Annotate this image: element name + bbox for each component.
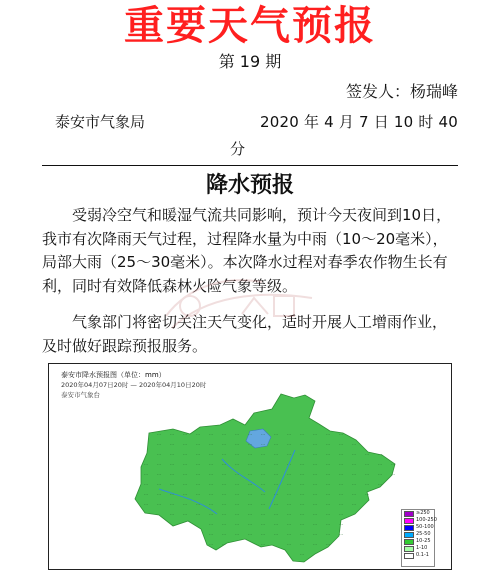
map-grid-mark: ··· [300,492,304,497]
map-grid-mark: ··· [274,532,278,537]
map-grid-mark: ··· [352,502,356,507]
map-grid-mark: ··· [274,492,278,497]
map-grid-mark: ··· [300,512,304,517]
map-time-range: 2020年04月07日20时 — 2020年04月10日20时 [61,381,207,389]
map-grid-mark: ··· [170,482,174,487]
map-grid-mark: ··· [300,452,304,457]
map-grid-mark: ··· [222,462,226,467]
map-grid-mark: ··· [339,532,343,537]
map-grid-mark: ··· [196,512,200,517]
map-grid-mark: ··· [235,482,239,487]
map-title: 泰安市降水预报图（单位：mm） [61,371,166,379]
map-grid-mark: ··· [209,542,213,547]
map-grid-mark: ··· [261,512,265,517]
map-grid-mark: ··· [144,472,148,477]
map-grid-mark: ··· [183,462,187,467]
legend-swatch [404,539,414,545]
map-grid-mark: ··· [261,492,265,497]
issue-datetime-continued: 分 [230,140,246,158]
legend-swatch [404,532,414,538]
precipitation-map-card [48,363,452,570]
signer-line: 签发人：杨瑞峰 [345,82,458,101]
map-grid-mark: ··· [339,502,343,507]
map-grid-mark: ··· [222,532,226,537]
map-grid-mark: ··· [157,442,161,447]
map-grid-mark: ··· [170,432,174,437]
map-grid-mark: ··· [339,472,343,477]
legend-swatch [404,525,414,531]
legend-label: 25-50 [416,531,431,537]
map-grid-mark: ··· [183,442,187,447]
map-grid-mark: ··· [391,462,395,467]
map-grid-mark: ··· [339,462,343,467]
map-grid-mark: ··· [248,522,252,527]
map-grid-mark: ··· [209,522,213,527]
map-grid-mark: ··· [261,522,265,527]
map-grid-mark: ··· [365,472,369,477]
map-grid-mark: ··· [287,502,291,507]
map-grid-mark: ··· [248,492,252,497]
map-grid-mark: ··· [248,482,252,487]
map-producer: 泰安市气象台 [61,391,100,399]
map-grid-mark: ··· [326,482,330,487]
map-grid-mark: ··· [222,452,226,457]
map-grid-mark: ··· [274,472,278,477]
issue-datetime: 2020 年 4 月 7 日 10 时 40 [260,113,458,131]
map-grid-mark: ··· [209,462,213,467]
map-grid-mark: ··· [222,482,226,487]
map-grid-mark: ··· [222,432,226,437]
map-grid-mark: ··· [209,502,213,507]
map-grid-mark: ··· [170,472,174,477]
map-grid-mark: ··· [313,442,317,447]
legend-row [402,552,434,559]
map-grid-mark: ··· [339,442,343,447]
map-grid-mark: ··· [235,492,239,497]
legend-row [402,531,434,538]
map-grid-mark: ··· [326,502,330,507]
map-grid-mark: ··· [313,522,317,527]
map-grid-mark: ··· [274,522,278,527]
map-grid-mark: ··· [183,472,187,477]
map-grid-mark: ··· [339,432,343,437]
legend-label: 0.1-1 [416,552,429,558]
legend-label: 10-25 [416,538,431,544]
map-grid-mark: ··· [274,452,278,457]
map-grid-mark: ··· [300,442,304,447]
map-grid-mark: ··· [378,472,382,477]
map-grid-mark: ··· [235,502,239,507]
map-grid-mark: ··· [235,532,239,537]
legend-label: 1-10 [416,545,428,551]
legend-swatch [404,511,414,517]
map-grid-mark: ··· [157,502,161,507]
map-grid-mark: ··· [248,512,252,517]
map-grid-mark: ··· [248,442,252,447]
map-grid-mark: ··· [313,492,317,497]
map-grid-mark: ··· [326,472,330,477]
map-grid-mark: ··· [274,442,278,447]
map-grid-mark: ··· [391,472,395,477]
map-grid-mark: ··· [339,522,343,527]
map-grid-mark: ··· [287,452,291,457]
map-grid-mark: ··· [300,472,304,477]
map-grid-mark: ··· [313,432,317,437]
map-grid-mark: ··· [222,522,226,527]
map-grid-mark: ··· [261,442,265,447]
map-grid-mark: ··· [196,432,200,437]
map-grid-mark: ··· [313,472,317,477]
map-grid-mark: ··· [144,502,148,507]
map-grid-mark: ··· [209,452,213,457]
map-grid-mark: ··· [170,442,174,447]
legend-swatch [404,546,414,552]
map-grid-mark: ··· [313,532,317,537]
map-grid-mark: ··· [170,492,174,497]
map-grid-mark: ··· [352,492,356,497]
map-grid-mark: ··· [235,462,239,467]
map-grid-mark: ··· [157,462,161,467]
map-grid-mark: ··· [300,482,304,487]
map-grid-mark: ··· [261,502,265,507]
legend-swatch [404,518,414,524]
section-title: 降水预报 [205,173,294,198]
map-grid-mark: ··· [300,522,304,527]
map-grid-mark: ··· [339,452,343,457]
map-grid-mark: ··· [274,482,278,487]
map-grid-mark: ··· [261,542,265,547]
map-grid-mark: ··· [235,472,239,477]
map-grid-mark: ··· [157,482,161,487]
map-grid-mark: ··· [274,502,278,507]
map-grid-mark: ··· [144,462,148,467]
map-grid-mark: ··· [300,552,304,557]
map-grid-mark: ··· [261,452,265,457]
map-grid-mark: ··· [326,432,330,437]
map-grid-mark: ··· [261,472,265,477]
map-grid-mark: ··· [209,512,213,517]
issuing-org: 泰安市气象局 [55,113,146,131]
legend-row [402,545,434,552]
service-paragraph: 气象部门将密切关注天气变化，适时开展人工增雨作业，及时做好跟踪预报服务。 [42,313,448,355]
map-grid-mark: ··· [209,432,213,437]
map-grid-mark: ··· [300,532,304,537]
map-land-shape [135,394,395,562]
legend-label: 50-100 [416,524,434,530]
map-grid-mark: ··· [378,452,382,457]
map-grid-mark: ··· [339,512,343,517]
map-grid-mark: ··· [326,522,330,527]
map-grid-mark: ··· [365,492,369,497]
map-grid-mark: ··· [170,452,174,457]
map-grid-mark: ··· [261,432,265,437]
map-grid-mark: ··· [287,522,291,527]
legend-row [402,524,434,531]
map-grid-mark: ··· [183,492,187,497]
map-grid-mark: ··· [352,442,356,447]
map-grid-mark: ··· [157,492,161,497]
map-grid-mark: ··· [313,542,317,547]
map-grid-mark: ··· [144,482,148,487]
map-grid-mark: ··· [157,432,161,437]
map-grid-mark: ··· [183,452,187,457]
map-grid-mark: ··· [196,492,200,497]
report-title: 重要天气预报 [124,3,376,49]
map-grid-mark: ··· [287,442,291,447]
map-grid-mark: ··· [326,512,330,517]
map-grid-mark: ··· [352,472,356,477]
map-grid-mark: ··· [235,522,239,527]
map-grid-mark: ··· [170,512,174,517]
map-grid-mark: ··· [339,482,343,487]
map-grid-mark: ··· [352,462,356,467]
map-grid-mark: ··· [326,462,330,467]
map-grid-mark: ··· [287,472,291,477]
map-grid-mark: ··· [157,452,161,457]
map-grid-mark: ··· [157,472,161,477]
map-grid-mark: ··· [235,452,239,457]
map-grid-mark: ··· [183,502,187,507]
map-grid-mark: ··· [196,472,200,477]
map-grid-mark: ··· [287,542,291,547]
map-grid-mark: ··· [287,482,291,487]
map-grid-mark: ··· [196,452,200,457]
map-grid-mark: ··· [300,542,304,547]
map-grid-mark: ··· [248,472,252,477]
map-grid-mark: ··· [183,432,187,437]
issue-number: 第 19 期 [218,52,282,71]
header-divider [42,165,458,166]
map-grid-mark: ··· [287,492,291,497]
forecast-paragraph: 受弱冷空气和暖湿气流共同影响，预计今天夜间到10日，我市有次降雨天气过程，过程降水量为中雨（10～20毫米），局部大雨（25～30毫米）。本次降水过程对春季农作物生长有利，同时有效降低森林火险气象等级。 [42,206,452,295]
map-grid-mark: ··· [144,492,148,497]
map-grid-mark: ··· [313,462,317,467]
map-grid-mark: ··· [326,532,330,537]
map-grid-mark: ··· [222,472,226,477]
precipitation-map [49,364,452,570]
map-grid-mark: ··· [196,502,200,507]
map-grid-mark: ··· [300,432,304,437]
map-grid-mark: ··· [235,512,239,517]
map-grid-mark: ··· [300,462,304,467]
map-grid-mark: ··· [209,482,213,487]
map-grid-mark: ··· [261,462,265,467]
map-grid-mark: ··· [196,442,200,447]
map-grid-mark: ··· [378,462,382,467]
map-grid-mark: ··· [222,542,226,547]
map-grid-mark: ··· [196,462,200,467]
map-grid-mark: ··· [248,462,252,467]
map-grid-mark: ··· [352,482,356,487]
map-grid-mark: ··· [261,482,265,487]
legend-label: 100-250 [416,517,437,523]
map-grid-mark: ··· [313,512,317,517]
map-grid-mark: ··· [326,492,330,497]
map-grid-mark: ··· [209,492,213,497]
map-grid-mark: ··· [352,452,356,457]
map-grid-mark: ··· [209,472,213,477]
land-region [135,394,395,562]
map-grid-mark: ··· [222,442,226,447]
map-grid-mark: ··· [326,542,330,547]
map-grid-mark: ··· [287,532,291,537]
map-grid-mark: ··· [222,492,226,497]
map-grid-mark: ··· [209,442,213,447]
map-grid-mark: ··· [274,512,278,517]
legend-label: ≥250 [416,510,430,516]
map-grid-mark: ··· [235,432,239,437]
legend-swatch [404,553,414,559]
map-grid-mark: ··· [287,512,291,517]
map-grid-mark: ··· [248,452,252,457]
map-grid-mark: ··· [170,462,174,467]
map-grid-mark: ··· [300,502,304,507]
map-grid-mark: ··· [287,432,291,437]
map-grid-mark: ··· [365,452,369,457]
map-grid-mark: ··· [248,502,252,507]
map-grid-mark: ··· [248,432,252,437]
map-grid-mark: ··· [261,532,265,537]
map-grid-mark: ··· [235,442,239,447]
map-grid-mark: ··· [222,502,226,507]
map-grid-mark: ··· [248,532,252,537]
map-grid-mark: ··· [170,502,174,507]
map-grid-mark: ··· [326,452,330,457]
map-grid-mark: ··· [183,482,187,487]
map-legend [401,509,435,567]
map-grid-mark: ··· [274,462,278,467]
map-grid-mark: ··· [326,442,330,447]
map-grid-mark: ··· [365,462,369,467]
legend-row [402,538,434,545]
map-grid-mark: ··· [274,432,278,437]
map-grid-mark: ··· [378,482,382,487]
map-grid-mark: ··· [287,462,291,467]
map-grid-mark: ··· [313,452,317,457]
map-grid-mark: ··· [313,482,317,487]
map-grid-mark: ··· [339,492,343,497]
legend-row [402,510,434,517]
map-grid-mark: ··· [196,482,200,487]
map-grid-mark: ··· [222,512,226,517]
map-grid-mark: ··· [209,532,213,537]
map-grid-mark: ··· [183,512,187,517]
legend-row [402,517,437,524]
map-grid-mark: ··· [365,482,369,487]
map-grid-mark: ··· [313,502,317,507]
